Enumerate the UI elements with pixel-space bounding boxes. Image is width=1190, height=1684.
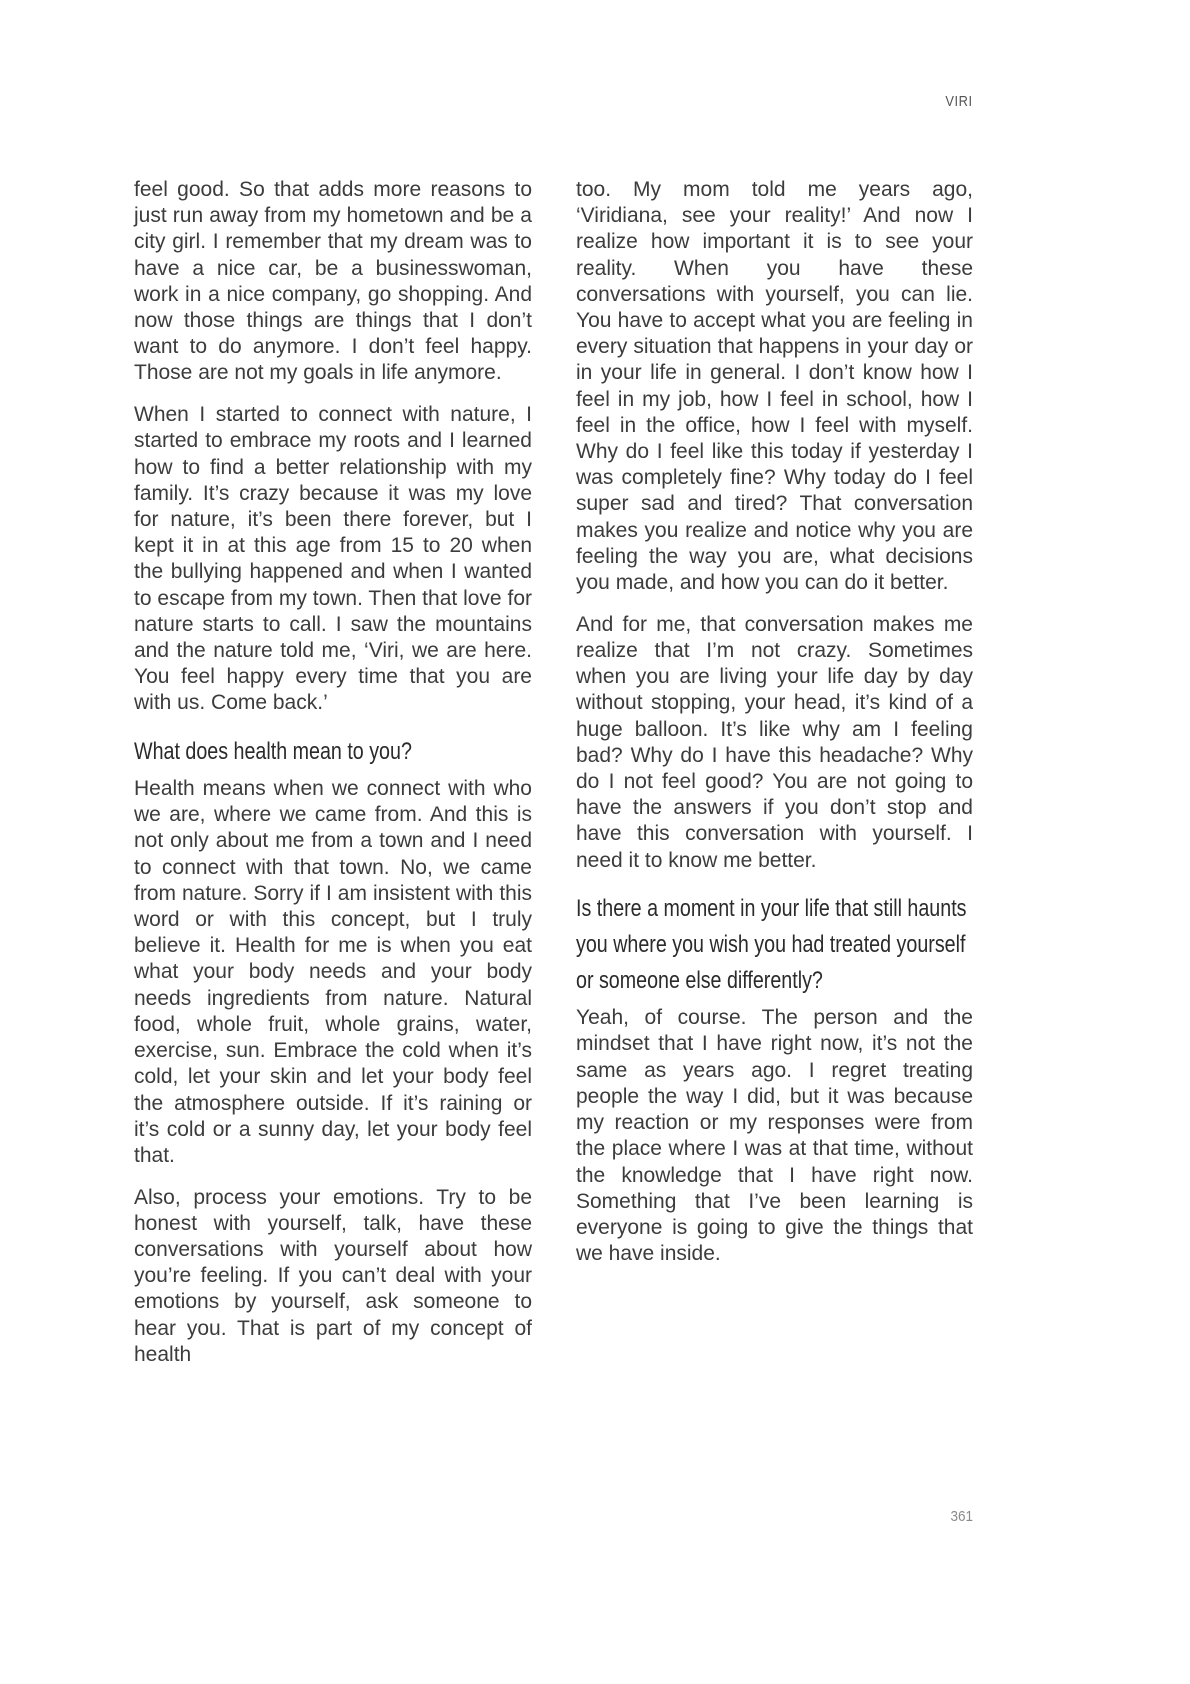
left-column xyxy=(134,177,532,1384)
body-paragraph: And for me, that conversation makes me realize that I’m not crazy. Sometimes when you are living your life day by day without stopping, your head, it’s kind of a huge balloon. It’s like why am I feeling bad? Why do I have this headache? Why do I not feel good? You are not going to have the answers if you don’t stop and have this conversation with yourself. I need it to know me better. xyxy=(576,612,973,872)
body-paragraph: When I started to connect with nature, I started to embrace my roots and I learned how to find a better relationship with my family. It’s crazy because it was my love for nature, it’s been there forever, but I kept it in at this age from 15 to 20 when the bullying happened and when I wanted to escape from my town. Then that love for nature starts to call. I saw the mountains and the nature told me, ‘Viri, we are here. You feel happy every time that you are with us. Come back.’ xyxy=(134,403,532,715)
body-paragraph: feel good. So that adds more reasons to just run away from my hometown and be a city girl. I remember that my dream was to have a nice car, be a businesswoman, work in a nice company, go shopping. And now those things are things that I don’t want to do anymore. I don’t feel happy. Those are not my goals in life anymore. xyxy=(134,178,532,385)
right-column xyxy=(576,177,973,1283)
body-paragraph: too. My mom told me years ago, ‘Viridiana, see your reality!’ And now I realize how important it is to see your reality. When you have these conversations with yourself, you can lie. You have to accept what you are feeling in every situation that happens in your day or in your life in general. I don’t know how I feel in my job, how I feel in school, how I feel in the office, how I feel with myself. Why do I feel like this today if yesterday I was completely fine? Why today do I feel super sad and tired? That conversation makes you realize and notice why you are feeling the way you are, what decisions you made, and how you can do it better. xyxy=(576,178,973,595)
running-head: VIRI xyxy=(945,93,973,110)
body-paragraph: Yeah, of course. The person and the mindset that I have right now, it’s not the same as years ago. I regret treating people the way I did, but it was because my reaction or my responses were from the place where I was at that time, without the knowledge that I have right now. Something that I’ve been learning is everyone is going to give the things that we have inside. xyxy=(576,1006,973,1266)
page-number: 361 xyxy=(950,1508,973,1525)
body-paragraph: Health means when we connect with who we are, where we came from. And this is not only about me from a town and I need to connect with that town. No, we came from nature. Sorry if I am insistent with this word or with this concept, but I truly believe it. Health for me is when you eat what your body needs and your body needs ingredients from nature. Natural food, whole fruit, whole grains, water, exercise, sun. Embrace the cold when it’s cold, let your skin and let your body feel the atmosphere outside. If it’s raining or it’s cold or a sunny day, let your body feel that. xyxy=(134,777,532,1167)
question-heading: What does health mean to you? xyxy=(134,738,412,766)
body-paragraph: Also, process your emotions. Try to be honest with yourself, talk, have these conversations with yourself about how you’re feeling. If you can’t deal with your emotions by yourself, ask someone to hear you. That is part of my concept of health xyxy=(134,1185,532,1366)
question-heading: Is there a moment in your life that still haunts you where you wish you had treated yourself or someone else differently? xyxy=(576,895,967,995)
